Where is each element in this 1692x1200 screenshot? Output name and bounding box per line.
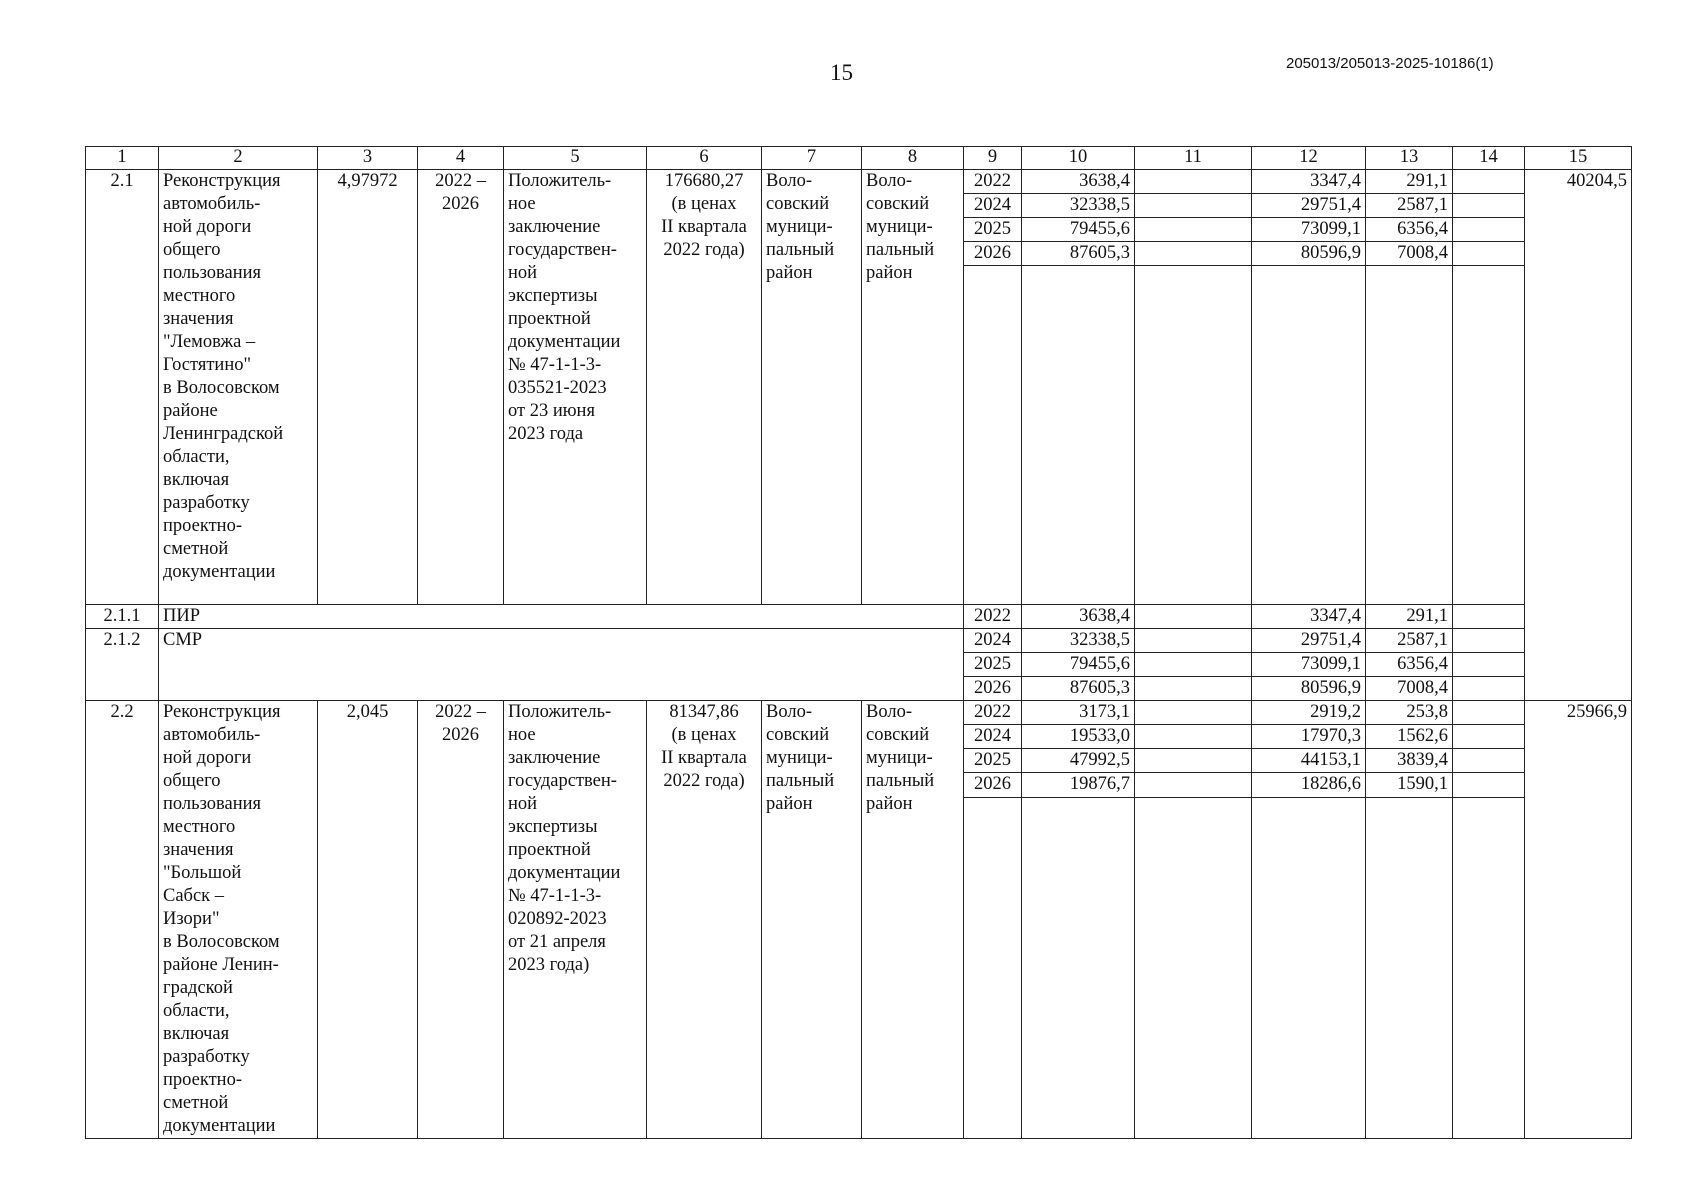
project-owner: Воло- совский муници- пальный район bbox=[862, 701, 964, 1139]
value-cell: 79455,6 bbox=[1022, 653, 1135, 677]
value-cell: 6356,4 bbox=[1366, 653, 1453, 677]
value-cell bbox=[1453, 653, 1525, 677]
year-cell: 2024 bbox=[964, 725, 1022, 749]
value-cell bbox=[1135, 773, 1252, 797]
column-header: 13 bbox=[1366, 147, 1453, 170]
year-cell: 2022 bbox=[964, 605, 1022, 629]
value-cell bbox=[1453, 725, 1525, 749]
value-cell bbox=[1453, 749, 1525, 773]
project-period: 2022 – 2026 bbox=[418, 170, 504, 605]
value-cell: 19533,0 bbox=[1022, 725, 1135, 749]
page-number: 15 bbox=[830, 60, 853, 85]
year-cell: 2025 bbox=[964, 653, 1022, 677]
value-cell bbox=[1453, 773, 1525, 797]
column-header: 4 bbox=[418, 147, 504, 170]
column-header: 15 bbox=[1525, 147, 1632, 170]
value-cell bbox=[1453, 605, 1525, 629]
value-cell: 32338,5 bbox=[1022, 194, 1135, 218]
project-customer: Воло- совский муници- пальный район bbox=[762, 701, 862, 1139]
value-cell bbox=[1135, 629, 1252, 653]
project-expertise: Положитель- ное заключение государствен- ной экспертизы проектной документации № 47-1-1-3- 035521-2023 от 23 июня 2023 года bbox=[504, 170, 647, 605]
value-cell bbox=[1135, 605, 1252, 629]
column-header: 2 bbox=[159, 147, 318, 170]
value-cell: 3347,4 bbox=[1252, 170, 1366, 194]
project-name: Реконструкция автомобиль- ной дороги общего пользования местного значения "Большой Сабск – Изори" в Волосовском районе Ленин- градской области, включая разработку проектно- сметной документации bbox=[159, 701, 318, 1139]
value-cell: 1562,6 bbox=[1366, 725, 1453, 749]
column-header: 1 bbox=[86, 147, 159, 170]
project-owner: Воло- совский муници- пальный район bbox=[862, 170, 964, 605]
spacer-cell bbox=[1022, 266, 1135, 605]
value-cell: 17970,3 bbox=[1252, 725, 1366, 749]
value-cell: 7008,4 bbox=[1366, 677, 1453, 701]
column-header: 10 bbox=[1022, 147, 1135, 170]
value-cell: 79455,6 bbox=[1022, 218, 1135, 242]
value-cell: 7008,4 bbox=[1366, 242, 1453, 266]
project-customer: Воло- совский муници- пальный район bbox=[762, 170, 862, 605]
project-table bbox=[85, 146, 1632, 1139]
spacer-cell bbox=[1453, 266, 1525, 605]
value-cell: 3638,4 bbox=[1022, 605, 1135, 629]
value-cell: 29751,4 bbox=[1252, 194, 1366, 218]
year-cell: 2026 bbox=[964, 677, 1022, 701]
project-number: 2.1 bbox=[86, 170, 159, 605]
project-total: 40204,5 bbox=[1525, 170, 1632, 701]
year-cell: 2026 bbox=[964, 242, 1022, 266]
value-cell: 87605,3 bbox=[1022, 677, 1135, 701]
value-cell: 2919,2 bbox=[1252, 701, 1366, 725]
value-cell bbox=[1135, 170, 1252, 194]
project-length: 4,97972 bbox=[318, 170, 418, 605]
year-cell: 2024 bbox=[964, 629, 1022, 653]
spacer-cell bbox=[1366, 797, 1453, 1138]
value-cell bbox=[1453, 701, 1525, 725]
value-cell bbox=[1135, 242, 1252, 266]
value-cell: 32338,5 bbox=[1022, 629, 1135, 653]
year-cell: 2026 bbox=[964, 773, 1022, 797]
spacer-cell bbox=[1135, 266, 1252, 605]
project-name: Реконструкция автомобиль- ной дороги общего пользования местного значения "Лемовжа – Гостятино" в Волосовском районе Ленинградской области, включая разработку проектно- сметной документации bbox=[159, 170, 318, 605]
spacer-cell bbox=[964, 266, 1022, 605]
value-cell: 3347,4 bbox=[1252, 605, 1366, 629]
value-cell bbox=[1135, 749, 1252, 773]
column-header: 14 bbox=[1453, 147, 1525, 170]
project-length: 2,045 bbox=[318, 701, 418, 1139]
spacer-cell bbox=[1252, 266, 1366, 605]
column-header: 9 bbox=[964, 147, 1022, 170]
value-cell: 80596,9 bbox=[1252, 677, 1366, 701]
value-cell bbox=[1453, 677, 1525, 701]
spacer-cell bbox=[1022, 797, 1135, 1138]
spacer-cell bbox=[1252, 797, 1366, 1138]
project-number: 2.2 bbox=[86, 701, 159, 1139]
spacer-cell bbox=[1453, 797, 1525, 1138]
column-header: 8 bbox=[862, 147, 964, 170]
value-cell: 253,8 bbox=[1366, 701, 1453, 725]
value-cell: 87605,3 bbox=[1022, 242, 1135, 266]
year-cell: 2022 bbox=[964, 170, 1022, 194]
project-expertise: Положитель- ное заключение государствен- ной экспертизы проектной документации № 47-1-1-3- 020892-2023 от 21 апреля 2023 года) bbox=[504, 701, 647, 1139]
value-cell: 291,1 bbox=[1366, 170, 1453, 194]
project-cost: 176680,27 (в ценах II квартала 2022 года) bbox=[647, 170, 762, 605]
value-cell: 291,1 bbox=[1366, 605, 1453, 629]
value-cell bbox=[1135, 194, 1252, 218]
value-cell: 73099,1 bbox=[1252, 653, 1366, 677]
document-id: 205013/205013-2025-10186(1) bbox=[1286, 55, 1494, 72]
stage-number: 2.1.1 bbox=[86, 605, 159, 629]
project-period: 2022 – 2026 bbox=[418, 701, 504, 1139]
value-cell bbox=[1135, 725, 1252, 749]
value-cell: 73099,1 bbox=[1252, 218, 1366, 242]
value-cell bbox=[1453, 170, 1525, 194]
column-header: 6 bbox=[647, 147, 762, 170]
table-row bbox=[86, 605, 1632, 629]
value-cell bbox=[1453, 629, 1525, 653]
value-cell: 3638,4 bbox=[1022, 170, 1135, 194]
value-cell: 47992,5 bbox=[1022, 749, 1135, 773]
stage-label: СМР bbox=[159, 629, 964, 701]
table-row bbox=[86, 701, 1632, 725]
value-cell bbox=[1135, 653, 1252, 677]
table-row bbox=[86, 629, 1632, 653]
column-header: 5 bbox=[504, 147, 647, 170]
value-cell: 80596,9 bbox=[1252, 242, 1366, 266]
value-cell: 19876,7 bbox=[1022, 773, 1135, 797]
value-cell bbox=[1453, 194, 1525, 218]
value-cell bbox=[1453, 218, 1525, 242]
value-cell: 44153,1 bbox=[1252, 749, 1366, 773]
year-cell: 2022 bbox=[964, 701, 1022, 725]
value-cell: 29751,4 bbox=[1252, 629, 1366, 653]
year-cell: 2025 bbox=[964, 218, 1022, 242]
value-cell: 1590,1 bbox=[1366, 773, 1453, 797]
stage-number: 2.1.2 bbox=[86, 629, 159, 701]
column-header: 12 bbox=[1252, 147, 1366, 170]
value-cell: 3839,4 bbox=[1366, 749, 1453, 773]
spacer-cell bbox=[964, 797, 1022, 1138]
project-cost: 81347,86 (в ценах II квартала 2022 года) bbox=[647, 701, 762, 1139]
column-header: 7 bbox=[762, 147, 862, 170]
column-header: 3 bbox=[318, 147, 418, 170]
year-cell: 2024 bbox=[964, 194, 1022, 218]
year-cell: 2025 bbox=[964, 749, 1022, 773]
value-cell: 2587,1 bbox=[1366, 629, 1453, 653]
value-cell bbox=[1135, 218, 1252, 242]
stage-label: ПИР bbox=[159, 605, 964, 629]
project-total: 25966,9 bbox=[1525, 701, 1632, 1139]
value-cell: 3173,1 bbox=[1022, 701, 1135, 725]
value-cell bbox=[1135, 677, 1252, 701]
table-row bbox=[86, 170, 1632, 194]
value-cell bbox=[1453, 242, 1525, 266]
column-number-row bbox=[86, 147, 1632, 170]
value-cell: 2587,1 bbox=[1366, 194, 1453, 218]
value-cell bbox=[1135, 701, 1252, 725]
value-cell: 18286,6 bbox=[1252, 773, 1366, 797]
spacer-cell bbox=[1135, 797, 1252, 1138]
column-header: 11 bbox=[1135, 147, 1252, 170]
spacer-cell bbox=[1366, 266, 1453, 605]
value-cell: 6356,4 bbox=[1366, 218, 1453, 242]
